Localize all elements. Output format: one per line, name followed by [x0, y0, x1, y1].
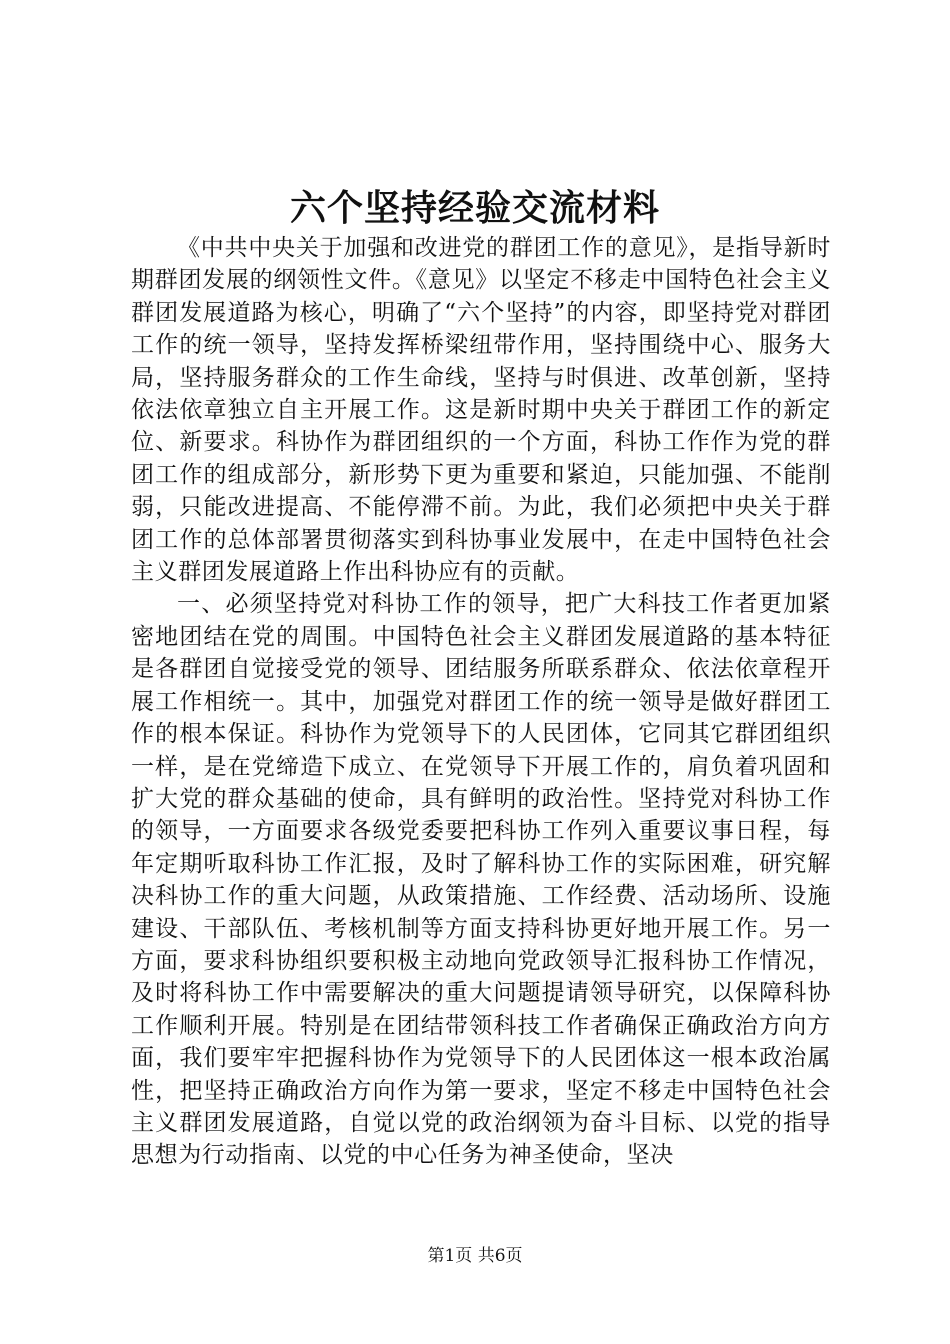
document-title: 六个坚持经验交流材料	[289, 187, 660, 229]
paragraph-section-one: 一、必须坚持党对科协工作的领导，把广大科技工作者更加紧密地团结在党的周围。中国特色社会主义群团发展道路的基本特征是各群团自觉接受党的领导、团结服务所联系群众、依法依章程开展工作相统一。其中，加强党对群团工作的统一领导是做好群团工作的根本保证。科协作为党领导下的人民团体，它同其它群团组织一样，是在党缔造下成立、在党领导下开展工作的，肩负着巩固和扩大党的群众基础的使命，具有鲜明的政治性。坚持党对科协工作的领导，一方面要求各级党委要把科协工作列入重要议事日程，每年定期听取科协工作汇报，及时了解科协工作的实际困难，研究解决科协工作的重大问题，从政策措施、工作经费、活动场所、设施建设、干部队伍、考核机制等方面支持科协更好地开展工作。另一方面，要求科协组织要积极主动地向党政领导汇报科协工作情况，及时将科协工作中需要解决的重大问题提请领导研究，以保障科协工作顺利开展。特别是在团结带领科技工作者确保正确政治方向方面，我们要牢牢把握科协作为党领导下的人民团体这一根本政治属性，把坚持正确政治方向作为第一要求，坚定不移走中国特色社会主义群团发展道路，自觉以党的政治纲领为奋斗目标、以党的指导思想为行动指南、以党的中心任务为神圣使命，坚决	[131, 591, 831, 1169]
document-body	[131, 232, 831, 1172]
page-number-footer: 第1页 共6页	[427, 1246, 523, 1266]
paragraph-intro: 《中共中央关于加强和改进党的群团工作的意见》，是指导新时期群团发展的纲领性文件。《意见》以坚定不移走中国特色社会主义群团发展道路为核心，明确了“六个坚持”的内容，即坚持党对群团工作的统一领导，坚持发挥桥梁纽带作用，坚持围绕中心、服务大局，坚持服务群众的工作生命线，坚持与时俱进、改革创新，坚持依法依章独立自主开展工作。这是新时期中央关于群团工作的新定位、新要求。科协作为群团组织的一个方面，科协工作作为党的群团工作的组成部分，新形势下更为重要和紧迫，只能加强、不能削弱，只能改进提高、不能停滞不前。为此，我们必须把中央关于群团工作的总体部署贯彻落实到科协事业发展中，在走中国特色社会主义群团发展道路上作出科协应有的贡献。	[131, 235, 831, 586]
